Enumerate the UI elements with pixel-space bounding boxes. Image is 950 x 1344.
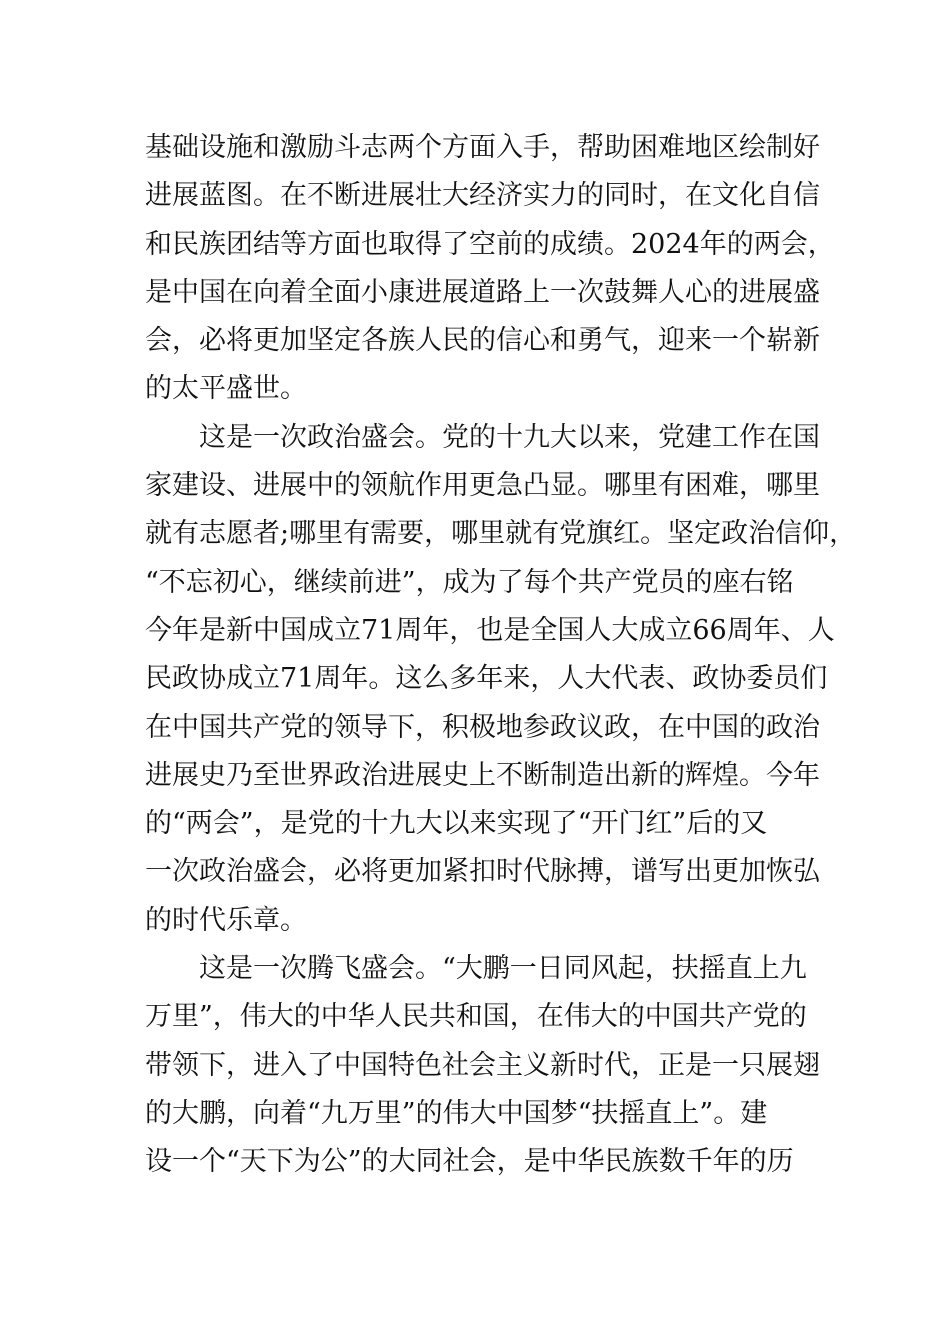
- text-line: 的太平盛世。: [145, 373, 307, 405]
- paragraph-first-line: 这是一次腾飞盛会。“大鹏一日同风起，扶摇直上九: [199, 953, 807, 985]
- text-line: 今年是新中国成立71周年，也是全国人大成立66周年、人: [145, 614, 835, 646]
- text-line: 一次政治盛会，必将更加紧扣时代脉搏，谱写出更加恢弘: [145, 856, 820, 888]
- text-line: 会，必将更加坚定各族人民的信心和勇气，迎来一个崭新: [145, 325, 820, 357]
- text-line: 设一个“天下为公”的大同社会，是中华民族数千年的历: [145, 1146, 794, 1178]
- text-line: 万里”，伟大的中华人民共和国，在伟大的中国共产党的: [145, 1001, 807, 1033]
- text-line: 在中国共产党的领导下，积极地参政议政，在中国的政治: [145, 711, 820, 743]
- text-line: 民政协成立71周年。这么多年来，人大代表、政协委员们: [145, 663, 828, 695]
- text-line: 基础设施和激励斗志两个方面入手，帮助困难地区绘制好: [145, 132, 820, 163]
- body-text: [145, 124, 857, 1187]
- text-line: 的“两会”，是党的十九大以来实现了“开门红”后的又: [145, 808, 768, 840]
- text-line: 家建设、进展中的领航作用更急凸显。哪里有困难，哪里: [145, 470, 820, 502]
- paragraph-first-line: 这是一次政治盛会。党的十九大以来，党建工作在国: [199, 421, 820, 453]
- text-line: 就有志愿者;哪里有需要，哪里就有党旗红。坚定政治信仰，: [145, 518, 857, 550]
- text-line: 进展史乃至世界政治进展史上不断制造出新的辉煌。今年: [145, 759, 820, 791]
- text-line: 和民族团结等方面也取得了空前的成绩。2024年的两会，: [145, 228, 835, 260]
- text-line: “不忘初心，继续前进”，成为了每个共产党员的座右铭: [145, 566, 794, 598]
- text-line: 的大鹏，向着“九万里”的伟大中国梦“扶摇直上”。建: [145, 1097, 768, 1129]
- text-line: 的时代乐章。: [145, 904, 307, 936]
- text-line: 进展蓝图。在不断进展壮大经济实力的同时，在文化自信: [145, 180, 820, 212]
- text-line: 带领下，进入了中国特色社会主义新时代，正是一只展翅: [145, 1049, 820, 1081]
- text-line: 是中国在向着全面小康进展道路上一次鼓舞人心的进展盛: [145, 276, 820, 308]
